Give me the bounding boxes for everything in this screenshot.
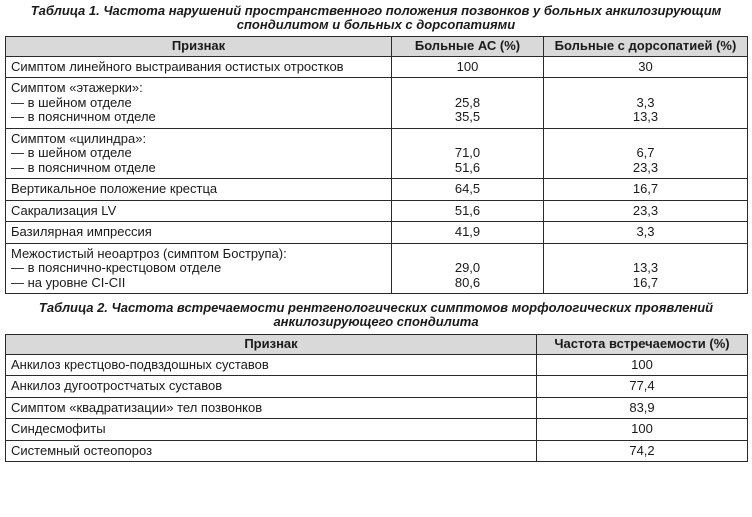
table2-caption: Таблица 2. Частота встречаемости рентгенологических симптомов морфологических проявлений анкилозирующего спондилита <box>38 300 714 329</box>
table2 <box>5 334 748 462</box>
table1-sign-cell-line: — в шейном отделе <box>11 94 132 110</box>
table1-header-as: Больные АС (%) <box>392 37 544 57</box>
table1-row <box>6 222 748 244</box>
table1-row <box>6 128 748 179</box>
table1-sign-cell <box>6 56 392 78</box>
table1-dors-value-line: 30 <box>638 58 653 74</box>
table1-sign-cell-line: — на уровне CI-CII <box>11 274 126 290</box>
table1-sign-cell-line: — в пояснично-крестцовом отделе <box>11 260 222 275</box>
table1-header-sign: Признак <box>6 37 392 57</box>
table1-as-value-line: 35,5 <box>454 109 481 124</box>
table1-sign-cell-line: Вертикальное положение крестца <box>11 181 218 196</box>
table1-as-value <box>392 128 544 179</box>
table1-dors-value-line: 3,3 <box>636 94 655 110</box>
table1-sign-cell <box>6 128 392 179</box>
table2-sign-cell: Симптом «квадратизации» тел позвонков <box>6 397 537 419</box>
table1-dors-value-line: 3,3 <box>636 224 655 239</box>
table1-as-value-line: 64,5 <box>454 181 481 196</box>
table1-dors-value-line <box>549 247 742 262</box>
table1-as-value <box>392 179 544 201</box>
table1-sign-cell-line: Базилярная импрессия <box>11 224 152 239</box>
table1-row <box>6 179 748 201</box>
table2-header-sign: Признак <box>6 335 537 355</box>
table1-dors-value <box>544 128 748 179</box>
table1-sign-cell-line: Симптом «этажерки»: <box>11 80 143 95</box>
table1-as-value-line: 51,6 <box>454 159 481 175</box>
table1-dors-value-line: 23,3 <box>632 159 659 175</box>
table2-sign-cell: Анкилоз дугоотростчатых суставов <box>6 376 537 398</box>
table1-sign-cell <box>6 200 392 222</box>
table2-row <box>6 376 748 398</box>
table1-as-value <box>392 56 544 78</box>
table1-dors-value-line: 13,3 <box>632 260 659 275</box>
table1-as-value <box>392 222 544 244</box>
table1-as-value-line <box>397 247 538 262</box>
table1-as-value-line <box>397 81 538 96</box>
table1-as-value-line: 41,9 <box>454 224 481 239</box>
table1-sign-cell-line: Симптом линейного выстраивания остистых отростков <box>11 58 344 74</box>
table1-dors-value <box>544 56 748 78</box>
table1-dors-value <box>544 222 748 244</box>
table2-sign-cell: Синдесмофиты <box>6 419 537 441</box>
table1-dors-value <box>544 200 748 222</box>
table1-sign-cell <box>6 78 392 129</box>
table2-frequency-value: 74,2 <box>537 440 748 462</box>
table1-sign-cell-line: — в поясничном отделе <box>11 109 156 124</box>
table2-row <box>6 440 748 462</box>
table1-as-value-line <box>397 132 538 147</box>
table2-frequency-value: 100 <box>537 419 748 441</box>
table1-row <box>6 200 748 222</box>
table1-dors-value <box>544 243 748 294</box>
table1-as-value <box>392 78 544 129</box>
table1-dors-value-line: 6,7 <box>636 145 655 160</box>
table1-dors-value-line: 16,7 <box>632 181 659 196</box>
table1-sign-cell <box>6 243 392 294</box>
table1-dors-value <box>544 179 748 201</box>
table1-sign-cell <box>6 179 392 201</box>
table1-as-value-line: 71,0 <box>454 145 481 160</box>
table1-as-value-line: 80,6 <box>454 274 481 290</box>
table1-sign-cell-line: Сакрализация LV <box>11 202 117 218</box>
table2-frequency-value: 100 <box>537 354 748 376</box>
table1-sign-cell-line: Симптом «цилиндра»: <box>11 130 147 146</box>
table1-row <box>6 56 748 78</box>
table1-as-value <box>392 200 544 222</box>
table1-as-value-line: 25,8 <box>454 94 481 110</box>
table1-sign-cell-line: — в поясничном отделе <box>11 159 156 175</box>
table1-sign-cell <box>6 222 392 244</box>
table1-header-dors: Больные с дорсопатией (%) <box>544 37 748 57</box>
table1-dors-value-line <box>549 81 742 96</box>
table2-sign-cell: Системный остеопороз <box>6 440 537 462</box>
table1-as-value <box>392 243 544 294</box>
table1-header-row <box>6 37 748 57</box>
table2-header-row <box>6 335 748 355</box>
table2-row <box>6 419 748 441</box>
table1-dors-value-line: 13,3 <box>632 109 659 124</box>
table2-sign-cell: Анкилоз крестцово-подвздошных суставов <box>6 354 537 376</box>
table1 <box>5 36 748 294</box>
table1-sign-cell-line: — в шейном отделе <box>11 145 132 160</box>
table1-dors-value <box>544 78 748 129</box>
table1-caption: Таблица 1. Частота нарушений пространственного положения позвонков у больных анкилозирующим спондилитом и больных с дорсопатиями <box>30 3 722 32</box>
table2-frequency-value: 83,9 <box>537 397 748 419</box>
table1-as-value-line: 100 <box>456 58 479 74</box>
table1-as-value-line: 51,6 <box>454 202 481 218</box>
table2-row <box>6 354 748 376</box>
table1-row <box>6 78 748 129</box>
table2-header-frequency: Частота встречаемости (%) <box>537 335 748 355</box>
table1-as-value-line: 29,0 <box>454 260 481 275</box>
table2-frequency-value: 77,4 <box>537 376 748 398</box>
table1-dors-value-line <box>549 132 742 147</box>
table1-row <box>6 243 748 294</box>
table1-dors-value-line: 16,7 <box>632 274 659 290</box>
table2-row <box>6 397 748 419</box>
table1-sign-cell-line: Межостистый неоартроз (симптом Бострупа): <box>11 245 287 261</box>
table1-dors-value-line: 23,3 <box>632 202 659 218</box>
